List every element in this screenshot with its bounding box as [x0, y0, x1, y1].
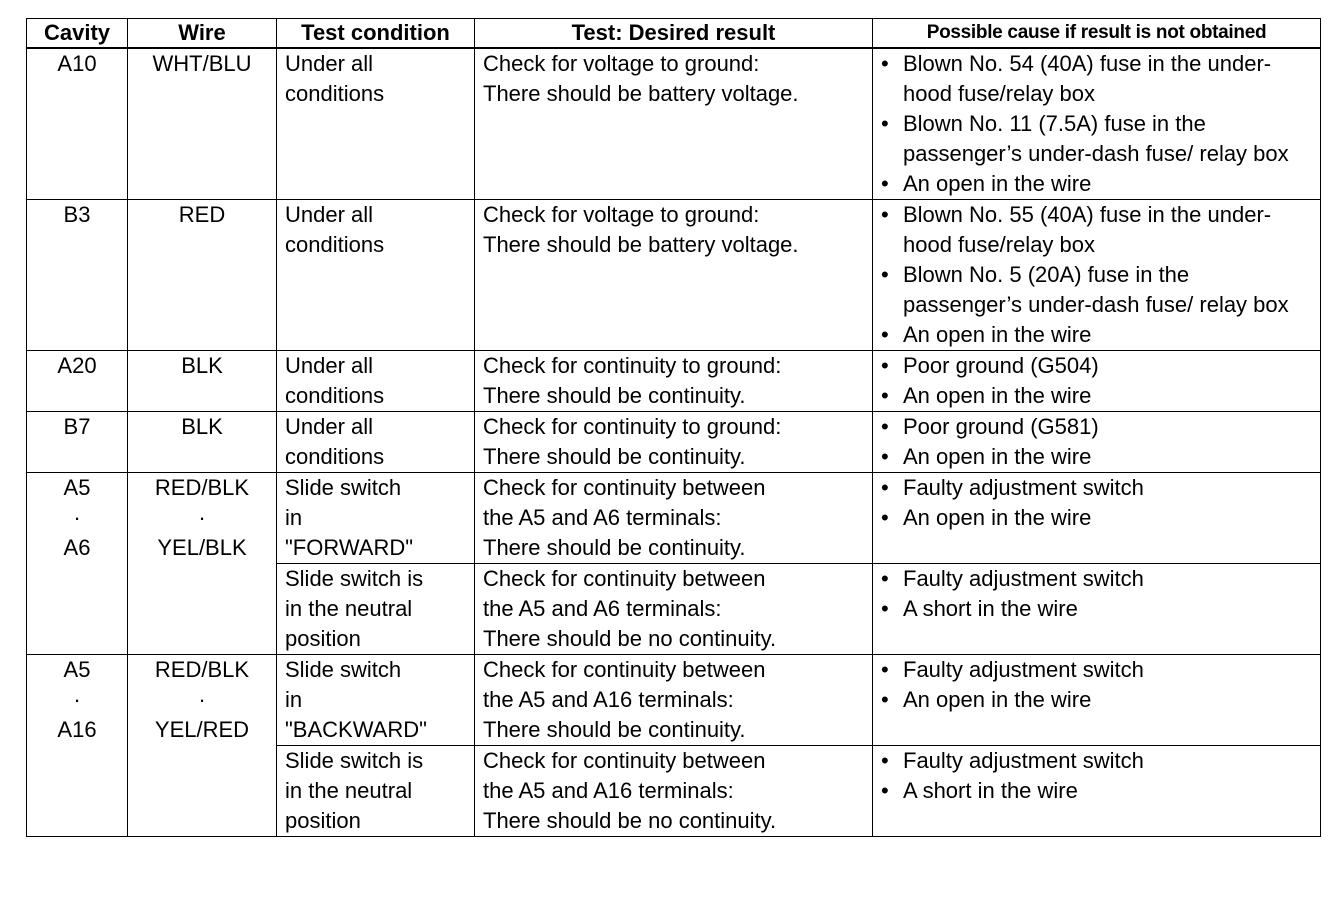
- desired-result-cell: [475, 655, 873, 746]
- possible-cause-cell: [873, 655, 1321, 746]
- header-possible-cause: Possible cause if result is not obtained: [873, 19, 1321, 49]
- table-row: [27, 351, 1321, 412]
- cavity-cell: [27, 655, 128, 837]
- desired-result-line: the A5 and A16 terminals:: [483, 687, 734, 712]
- cause-item: • An open in the wire: [881, 442, 1312, 472]
- table-row: [27, 412, 1321, 473]
- wire-cell: [128, 200, 277, 351]
- desired-result-line: Check for voltage to ground:: [483, 202, 760, 227]
- cause-item: • Blown No. 55 (40A) fuse in the under-hood fuse/relay box: [881, 200, 1312, 260]
- test-condition-cell: [277, 655, 475, 746]
- test-condition-cell: [277, 412, 475, 473]
- cavity-label: B7: [63, 414, 91, 439]
- test-condition-line: Slide switch: [285, 657, 402, 682]
- test-condition-line: Under all: [285, 202, 374, 227]
- test-condition-cell: [277, 564, 475, 655]
- wire-color: YEL/BLK: [157, 535, 247, 560]
- possible-cause-cell: [873, 412, 1321, 473]
- cause-item: • Blown No. 11 (7.5A) fuse in the passenger’s under-dash fuse/ relay box: [881, 109, 1312, 169]
- possible-cause-cell: [873, 564, 1321, 655]
- cause-item: • Faulty adjustment switch: [881, 746, 1312, 776]
- desired-result-line: the A5 and A16 terminals:: [483, 778, 734, 803]
- cavity-label: A16: [57, 717, 97, 742]
- desired-result-cell: [475, 200, 873, 351]
- cause-item: • Blown No. 5 (20A) fuse in the passenger’s under-dash fuse/ relay box: [881, 260, 1312, 320]
- cause-item: • A short in the wire: [881, 594, 1312, 624]
- wire-color: WHT/BLU: [152, 51, 252, 76]
- desired-result-cell: [475, 473, 873, 564]
- test-condition-line: conditions: [285, 81, 385, 106]
- desired-result-line: the A5 and A6 terminals:: [483, 596, 722, 621]
- header-test-condition: Test condition: [277, 19, 475, 49]
- cause-list: [881, 746, 1312, 806]
- desired-result-cell: [475, 564, 873, 655]
- cause-item: • Faulty adjustment switch: [881, 564, 1312, 594]
- test-condition-line: in: [285, 687, 303, 712]
- header-cavity: Cavity: [27, 19, 128, 49]
- cause-item: • An open in the wire: [881, 320, 1312, 350]
- possible-cause-cell: [873, 351, 1321, 412]
- possible-cause-cell: [873, 48, 1321, 200]
- cause-item: • A short in the wire: [881, 776, 1312, 806]
- header-desired-result: Test: Desired result: [475, 19, 873, 49]
- cause-list: [881, 564, 1312, 624]
- desired-result-cell: [475, 48, 873, 200]
- wire-color: BLK: [181, 414, 223, 439]
- test-condition-line: Slide switch is: [285, 748, 424, 773]
- test-condition-line: in the neutral: [285, 778, 413, 803]
- desired-result-line: There should be continuity.: [483, 717, 746, 742]
- test-condition-line: "FORWARD": [285, 535, 414, 560]
- test-condition-line: Under all: [285, 51, 374, 76]
- wire-color: BLK: [181, 353, 223, 378]
- desired-result-line: Check for continuity between: [483, 475, 766, 500]
- desired-result-line: There should be no continuity.: [483, 808, 777, 833]
- test-condition-line: Under all: [285, 353, 374, 378]
- test-condition-cell: [277, 473, 475, 564]
- test-condition-line: position: [285, 626, 361, 651]
- desired-result-cell: [475, 746, 873, 837]
- test-condition-cell: [277, 746, 475, 837]
- desired-result-line: There should be battery voltage.: [483, 81, 799, 106]
- test-condition-line: conditions: [285, 232, 385, 257]
- desired-result-line: There should be battery voltage.: [483, 232, 799, 257]
- cause-item: • Faulty adjustment switch: [881, 473, 1312, 503]
- desired-result-line: There should be continuity.: [483, 444, 746, 469]
- cavity-cell: [27, 351, 128, 412]
- cavity-label: A10: [57, 51, 97, 76]
- test-condition-line: "BACKWARD": [285, 717, 427, 742]
- wire-cell: [128, 473, 277, 655]
- wire-color: RED: [178, 202, 226, 227]
- cause-item: • Faulty adjustment switch: [881, 655, 1312, 685]
- cause-list: [881, 473, 1312, 533]
- cause-item: • Blown No. 54 (40A) fuse in the under-hood fuse/relay box: [881, 49, 1312, 109]
- cause-item: • An open in the wire: [881, 169, 1312, 199]
- test-condition-line: position: [285, 808, 361, 833]
- test-condition-line: Under all: [285, 414, 374, 439]
- test-condition-line: Slide switch: [285, 475, 402, 500]
- possible-cause-cell: [873, 200, 1321, 351]
- table-row: [27, 473, 1321, 564]
- desired-result-line: Check for continuity between: [483, 657, 766, 682]
- desired-result-line: the A5 and A6 terminals:: [483, 505, 722, 530]
- cavity-label: A6: [63, 535, 91, 560]
- wire-color: YEL/RED: [154, 717, 250, 742]
- cavity-cell: [27, 473, 128, 655]
- possible-cause-cell: [873, 746, 1321, 837]
- test-condition-cell: [277, 200, 475, 351]
- cause-item: • An open in the wire: [881, 685, 1312, 715]
- cavity-cell: [27, 200, 128, 351]
- cause-item: • Poor ground (G504): [881, 351, 1312, 381]
- header-row: [27, 19, 1321, 49]
- desired-result-line: There should be continuity.: [483, 535, 746, 560]
- cavity-separator: ·: [73, 505, 81, 530]
- desired-result-line: Check for continuity between: [483, 748, 766, 773]
- desired-result-line: Check for voltage to ground:: [483, 51, 760, 76]
- table-row: [27, 200, 1321, 351]
- desired-result-line: Check for continuity between: [483, 566, 766, 591]
- wire-separator: ·: [198, 505, 206, 530]
- cavity-cell: [27, 412, 128, 473]
- possible-cause-cell: [873, 473, 1321, 564]
- cavity-label: A5: [63, 657, 91, 682]
- desired-result-line: There should be continuity.: [483, 383, 746, 408]
- cavity-separator: ·: [73, 687, 81, 712]
- test-condition-line: conditions: [285, 383, 385, 408]
- test-condition-line: Slide switch is: [285, 566, 424, 591]
- header-wire: Wire: [128, 19, 277, 49]
- cause-list: [881, 412, 1312, 472]
- cavity-label: A20: [57, 353, 97, 378]
- wire-cell: [128, 412, 277, 473]
- wire-cell: [128, 655, 277, 837]
- diagnostic-table: [26, 18, 1321, 837]
- cavity-label: B3: [63, 202, 91, 227]
- test-condition-line: conditions: [285, 444, 385, 469]
- desired-result-line: Check for continuity to ground:: [483, 353, 782, 378]
- cause-list: [881, 200, 1312, 350]
- table-row: [27, 48, 1321, 200]
- wire-color: RED/BLK: [154, 657, 250, 682]
- desired-result-cell: [475, 412, 873, 473]
- cause-list: [881, 655, 1312, 715]
- desired-result-cell: [475, 351, 873, 412]
- table-row: [27, 655, 1321, 746]
- table-body: [27, 48, 1321, 837]
- cause-item: • Poor ground (G581): [881, 412, 1312, 442]
- wire-cell: [128, 351, 277, 412]
- cavity-label: A5: [63, 475, 91, 500]
- wire-separator: ·: [198, 687, 206, 712]
- wire-cell: [128, 48, 277, 200]
- test-condition-cell: [277, 48, 475, 200]
- cause-list: [881, 49, 1312, 199]
- test-condition-cell: [277, 351, 475, 412]
- wire-color: RED/BLK: [154, 475, 250, 500]
- test-condition-line: in the neutral: [285, 596, 413, 621]
- test-condition-line: in: [285, 505, 303, 530]
- cause-item: • An open in the wire: [881, 381, 1312, 411]
- cavity-cell: [27, 48, 128, 200]
- desired-result-line: Check for continuity to ground:: [483, 414, 782, 439]
- desired-result-line: There should be no continuity.: [483, 626, 777, 651]
- cause-list: [881, 351, 1312, 411]
- cause-item: • An open in the wire: [881, 503, 1312, 533]
